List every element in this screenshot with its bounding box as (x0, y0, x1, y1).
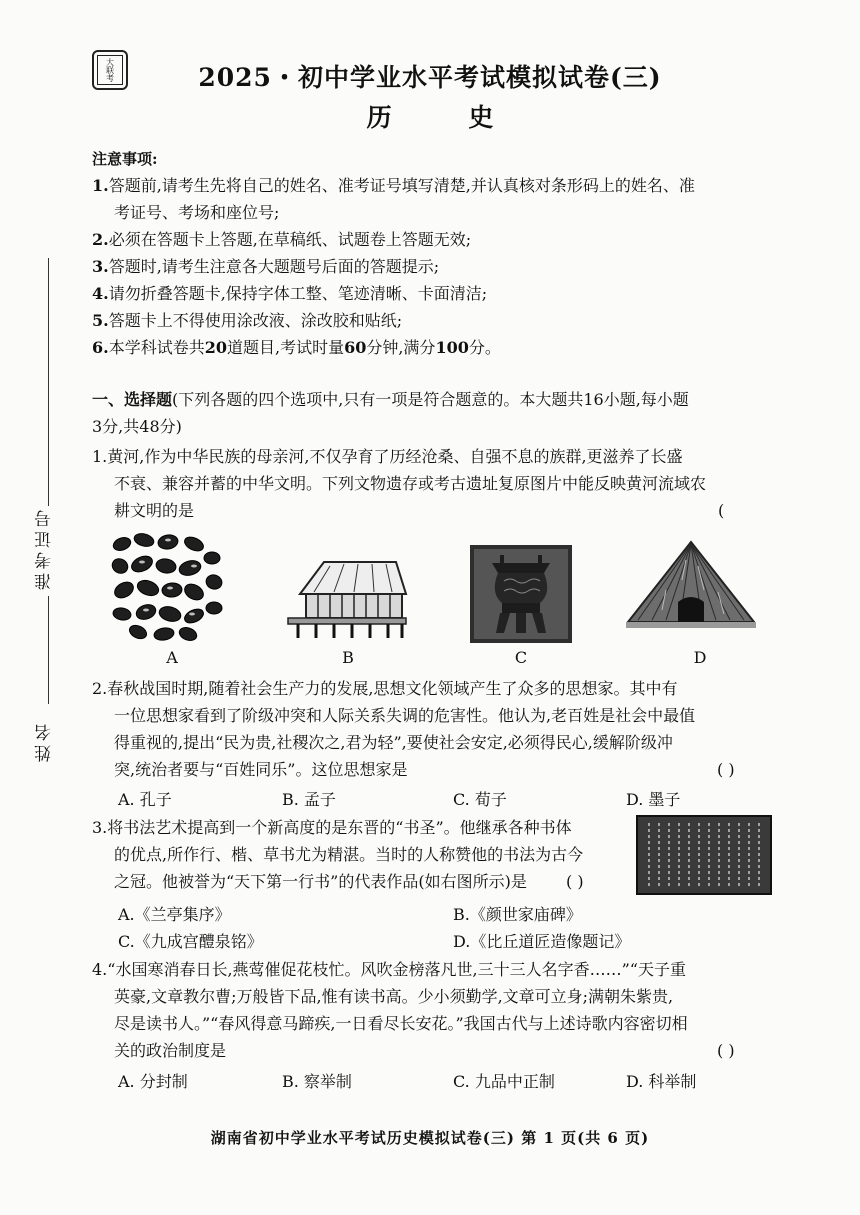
question-3-option-b: B.《颜世家庙碑》 (453, 905, 582, 924)
question-4-option-a: A. 分封制 (118, 1072, 188, 1091)
question-2-option-b: B. 孟子 (282, 790, 336, 809)
publisher-logo-text: 大联考 (97, 55, 123, 85)
question-2-option-d: D. 墨子 (626, 790, 681, 809)
calligraphy-column (648, 823, 650, 889)
question-4-line-3: 尽是读书人。”“春风得意马蹄疾,一日看尽长安花。”我国古代与上述诗歌内容密切相 (114, 1014, 688, 1033)
question-2-answer-paren: ( ) (717, 760, 735, 779)
image-c-bronze-vessel (470, 545, 572, 643)
question-1-line-1: 1.黄河,作为中华民族的母亲河,不仅孕育了历经沧桑、自强不息的族群,更滋养了长盛 (92, 447, 683, 466)
question-1-line-2: 不衰、兼容并蓄的中华文明。下列文物遗存或考古遗址复原图片中能反映黄河流域农 (114, 474, 707, 493)
question-3-answer-paren: ( ) (566, 872, 584, 891)
question-4-options (118, 1069, 718, 1089)
calligraphy-column (658, 823, 660, 889)
question-2-line-3: 得重视的,提出“民为贵,社稷次之,君为轻”,要使社会安定,必须得民心,缓解阶级冲 (114, 733, 673, 752)
notice-heading: 注意事项: (92, 150, 158, 168)
question-2-line-2: 一位思想家看到了阶级冲突和人际关系失调的危害性。他认为,老百姓是社会中最值 (114, 706, 696, 725)
question-1-line-3: 耕文明的是 (114, 501, 195, 520)
calligraphy-column (698, 823, 700, 889)
question-2-option-c: C. 荀子 (453, 790, 507, 809)
calligraphy-column (668, 823, 670, 889)
notice-item-4: 4.请勿折叠答题卡,保持字体工整、笔迹清晰、卡面清洁; (92, 284, 488, 303)
question-3-option-a: A.《兰亭集序》 (118, 905, 231, 924)
question-3-options-row-2 (118, 929, 718, 949)
question-3-option-c: C.《九成宫醴泉铭》 (118, 932, 263, 951)
image-b-label: B (342, 648, 354, 667)
notice-item-3: 3.答题时,请考生注意各大题题号后面的答题提示; (92, 257, 440, 276)
calligraphy-column (688, 823, 690, 889)
question-2-options (118, 787, 718, 807)
calligraphy-column (708, 823, 710, 889)
image-c-label: C (514, 648, 528, 667)
subject-title: 历 史 (366, 103, 528, 132)
question-4-option-c: C. 九品中正制 (453, 1072, 555, 1091)
calligraphy-column (678, 823, 680, 889)
paper-title: 2025・初中学业水平考试模拟试卷(三) (198, 63, 662, 92)
question-3-line-1: 3.将书法艺术提高到一个新高度的是东晋的“书圣”。他继承各种书体 (92, 818, 572, 837)
question-4-line-1: 4.“水国寒消春日长,燕莺催促花枝忙。风吹金榜落凡世,三十三人名字香……”“天子重 (92, 960, 686, 979)
calligraphy-column (738, 823, 740, 889)
side-name-label: 姓名 (35, 720, 55, 762)
calligraphy-column (728, 823, 730, 889)
calligraphy-column (758, 823, 760, 889)
question-4-line-4: 关的政治制度是 (114, 1041, 227, 1060)
image-d-thatched-hut (626, 540, 756, 638)
question-4-answer-paren: ( ) (717, 1041, 735, 1060)
side-rule-top (48, 258, 49, 506)
question-3-line-3: 之冠。他被誉为“天下第一行书”的代表作品(如右图所示)是 (114, 872, 527, 891)
notice-item-1-cont: 考证号、考场和座位号; (114, 203, 280, 222)
section-1-heading: 一、选择题(下列各题的四个选项中,只有一项是符合题意的。本大题共16小题,每小题 (92, 390, 689, 409)
image-a-label: A (166, 648, 178, 667)
question-3-options-row-1 (118, 902, 718, 922)
question-2-line-1: 2.春秋战国时期,随着社会生产力的发展,思想文化领域产生了众多的思想家。其中有 (92, 679, 678, 698)
image-b-stilt-house (284, 560, 410, 640)
question-4-line-2: 英豪,文章教尔曹;万般皆下品,惟有读书高。少小须勤学,文章可立身;满朝朱紫贵, (114, 987, 674, 1006)
image-a-carbonized-grains (108, 530, 224, 642)
notice-item-5: 5.答题卡上不得使用涂改液、涂改胶和贴纸; (92, 311, 403, 330)
notice-item-2: 2.必须在答题卡上答题,在草稿纸、试题卷上答题无效; (92, 230, 472, 249)
question-1-answer-paren: ( (718, 501, 725, 520)
side-rule-middle (48, 596, 49, 704)
image-d-label: D (693, 648, 707, 667)
question-3-option-d: D.《比丘道匠造像题记》 (453, 932, 631, 951)
notice-item-1: 1.答题前,请考生先将自己的姓名、准考证号填写清楚,并认真核对条形码上的姓名、准 (92, 176, 695, 195)
section-1-desc: 3分,共48分) (92, 417, 182, 436)
page-footer: 湖南省初中学业水平考试历史模拟试卷(三) 第 1 页(共 6 页) (210, 1129, 650, 1147)
image-calligraphy-scroll (636, 815, 772, 895)
question-2-line-4: 突,统治者要与“百姓同乐”。这位思想家是 (114, 760, 408, 779)
question-3-line-2: 的优点,所作行、楷、草书尤为精湛。当时的人称赞他的书法为古今 (114, 845, 584, 864)
calligraphy-column (718, 823, 720, 889)
calligraphy-column (748, 823, 750, 889)
question-2-option-a: A. 孔子 (118, 790, 172, 809)
notice-item-6: 6.本学科试卷共20道题目,考试时量60分钟,满分100分。 (92, 338, 501, 357)
question-4-option-b: B. 察举制 (282, 1072, 352, 1091)
side-exam-id-label: 准考证号 (35, 506, 55, 590)
question-4-option-d: D. 科举制 (626, 1072, 697, 1091)
